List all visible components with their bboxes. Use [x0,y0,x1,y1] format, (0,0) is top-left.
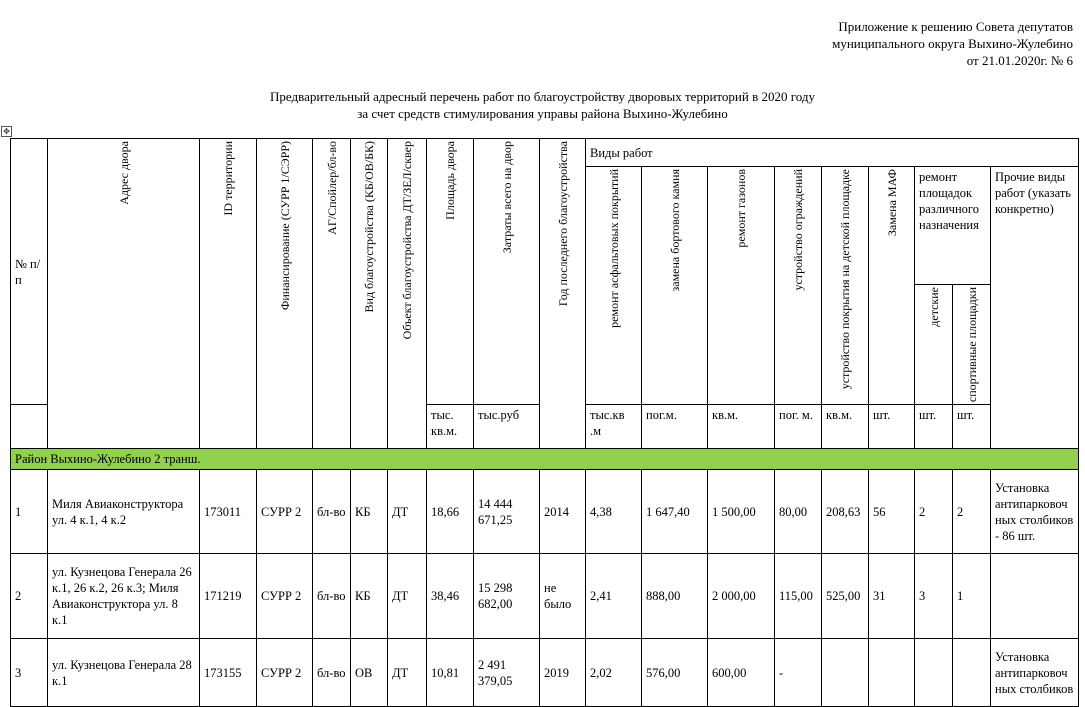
header-fence: устройство ограждений [775,167,822,405]
appendix-line-1: Приложение к решению Совета депутатов [838,19,1073,34]
works-table [10,138,1079,707]
cell-maf [869,639,915,707]
cell-maf: 31 [869,554,915,639]
cell-year: 2019 [540,639,586,707]
cell-cost: 15 298 682,00 [474,554,540,639]
header-works: Виды работ [586,139,1079,167]
cell-playground: 208,63 [822,470,869,554]
cell-financing: СУРР 2 [257,639,313,707]
cell-fence: 115,00 [775,554,822,639]
header-row-1 [11,139,1079,167]
cell-id: 173011 [200,470,257,554]
cell-kind: КБ [351,470,388,554]
cell-num: 2 [11,554,48,639]
table-row [11,470,1079,554]
unit-area: тыс. кв.м. [427,405,474,449]
header-other: Прочие виды работ (указать конкретно) [991,167,1079,449]
cell-object: ДТ [388,639,427,707]
cell-other: Установка антипарковочных столбиков [991,639,1079,707]
cell-kids: 3 [915,554,953,639]
cell-address: Миля Авиаконструктора ул. 4 к.1, 4 к.2 [48,470,200,554]
cell-sport: 1 [953,554,991,639]
unit-cost: тыс.руб [474,405,540,449]
cell-ag: бл-во [313,639,351,707]
cell-address: ул. Кузнецова Генерала 28 к.1 [48,639,200,707]
header-curb: замена бортового камня [642,167,708,405]
cell-year: не было [540,554,586,639]
unit-num-blank [11,405,48,449]
cell-lawn: 1 500,00 [708,470,775,554]
header-kids: детские [915,285,953,405]
appendix-line-3: от 21.01.2020г. № 6 [966,53,1073,68]
cell-other: Установка антипарковочных столбиков - 86 шт. [991,470,1079,554]
cell-id: 173155 [200,639,257,707]
title-line-1: Предварительный адресный перечень работ по благоустройству дворовых территорий в 2020 году [270,89,815,104]
header-cost: Затраты всего на двор [474,139,540,405]
cell-sport [953,639,991,707]
cell-kind: КБ [351,554,388,639]
header-lawn: ремонт газонов [708,167,775,405]
cell-cost: 2 491 379,05 [474,639,540,707]
unit-maf: шт. [869,405,915,449]
cell-object: ДТ [388,470,427,554]
unit-playground: кв.м. [822,405,869,449]
cell-id: 171219 [200,554,257,639]
unit-lawn: кв.м. [708,405,775,449]
header-area: Площадь двора [427,139,474,405]
cell-fence: - [775,639,822,707]
header-playground: устройство покрытия на детской площадке [822,167,869,405]
cell-num: 3 [11,639,48,707]
unit-asphalt: тыс.кв .м [586,405,642,449]
appendix-block [832,18,1073,69]
cell-curb: 576,00 [642,639,708,707]
unit-sport: шт. [953,405,991,449]
unit-curb: пог.м. [642,405,708,449]
cell-sport: 2 [953,470,991,554]
section-row [11,449,1079,470]
unit-kids: шт. [915,405,953,449]
cell-cost: 14 444 671,25 [474,470,540,554]
cell-year: 2014 [540,470,586,554]
cell-kids: 2 [915,470,953,554]
cell-asphalt: 2,41 [586,554,642,639]
cell-kind: ОВ [351,639,388,707]
header-address: Адрес двора [48,139,200,449]
table-row [11,639,1079,707]
document-title [0,88,1085,122]
cell-financing: СУРР 2 [257,470,313,554]
table-move-handle-icon[interactable]: ✥ [1,126,12,137]
header-num: № п/п [11,139,48,405]
cell-area: 10,81 [427,639,474,707]
cell-other [991,554,1079,639]
cell-lawn: 600,00 [708,639,775,707]
header-ag: АГ/Спойлер/бл-во [313,139,351,449]
header-asphalt: ремонт асфальтовых покрытий [586,167,642,405]
header-sport: спортивные площадки [953,285,991,405]
title-line-2: за счет средств стимулирования управы района Выхино-Жулебино [357,106,728,121]
cell-address: ул. Кузнецова Генерала 26 к.1, 26 к.2, 26 к.3; Миля Авиаконструктора ул. 8 к.1 [48,554,200,639]
cell-asphalt: 4,38 [586,470,642,554]
cell-playground: 525,00 [822,554,869,639]
cell-maf: 56 [869,470,915,554]
cell-lawn: 2 000,00 [708,554,775,639]
cell-curb: 1 647,40 [642,470,708,554]
header-kind: Вид благоустройства (КБ/ОВ/БК) [351,139,388,449]
cell-fence: 80,00 [775,470,822,554]
appendix-line-2: муниципального округа Выхино-Жулебино [832,36,1073,51]
cell-asphalt: 2,02 [586,639,642,707]
cell-curb: 888,00 [642,554,708,639]
cell-area: 18,66 [427,470,474,554]
cell-ag: бл-во [313,470,351,554]
header-financing: Финансирование (СУРР 1/СЭРР) [257,139,313,449]
cell-object: ДТ [388,554,427,639]
header-year: Год последнего благоустройства [540,139,586,449]
header-id: ID территории [200,139,257,449]
cell-kids [915,639,953,707]
unit-fence: пог. м. [775,405,822,449]
section-label: Район Выхино-Жулебино 2 транш. [11,449,1079,470]
cell-playground [822,639,869,707]
cell-area: 38,46 [427,554,474,639]
cell-num: 1 [11,470,48,554]
header-maf: Замена МАФ [869,167,915,405]
cell-financing: СУРР 2 [257,554,313,639]
cell-ag: бл-во [313,554,351,639]
header-object: Объект благоустройства ДТ/ЗЕЛ/сквер [388,139,427,449]
header-sites: ремонт площадок различного назначения [915,167,991,285]
table-row [11,554,1079,639]
